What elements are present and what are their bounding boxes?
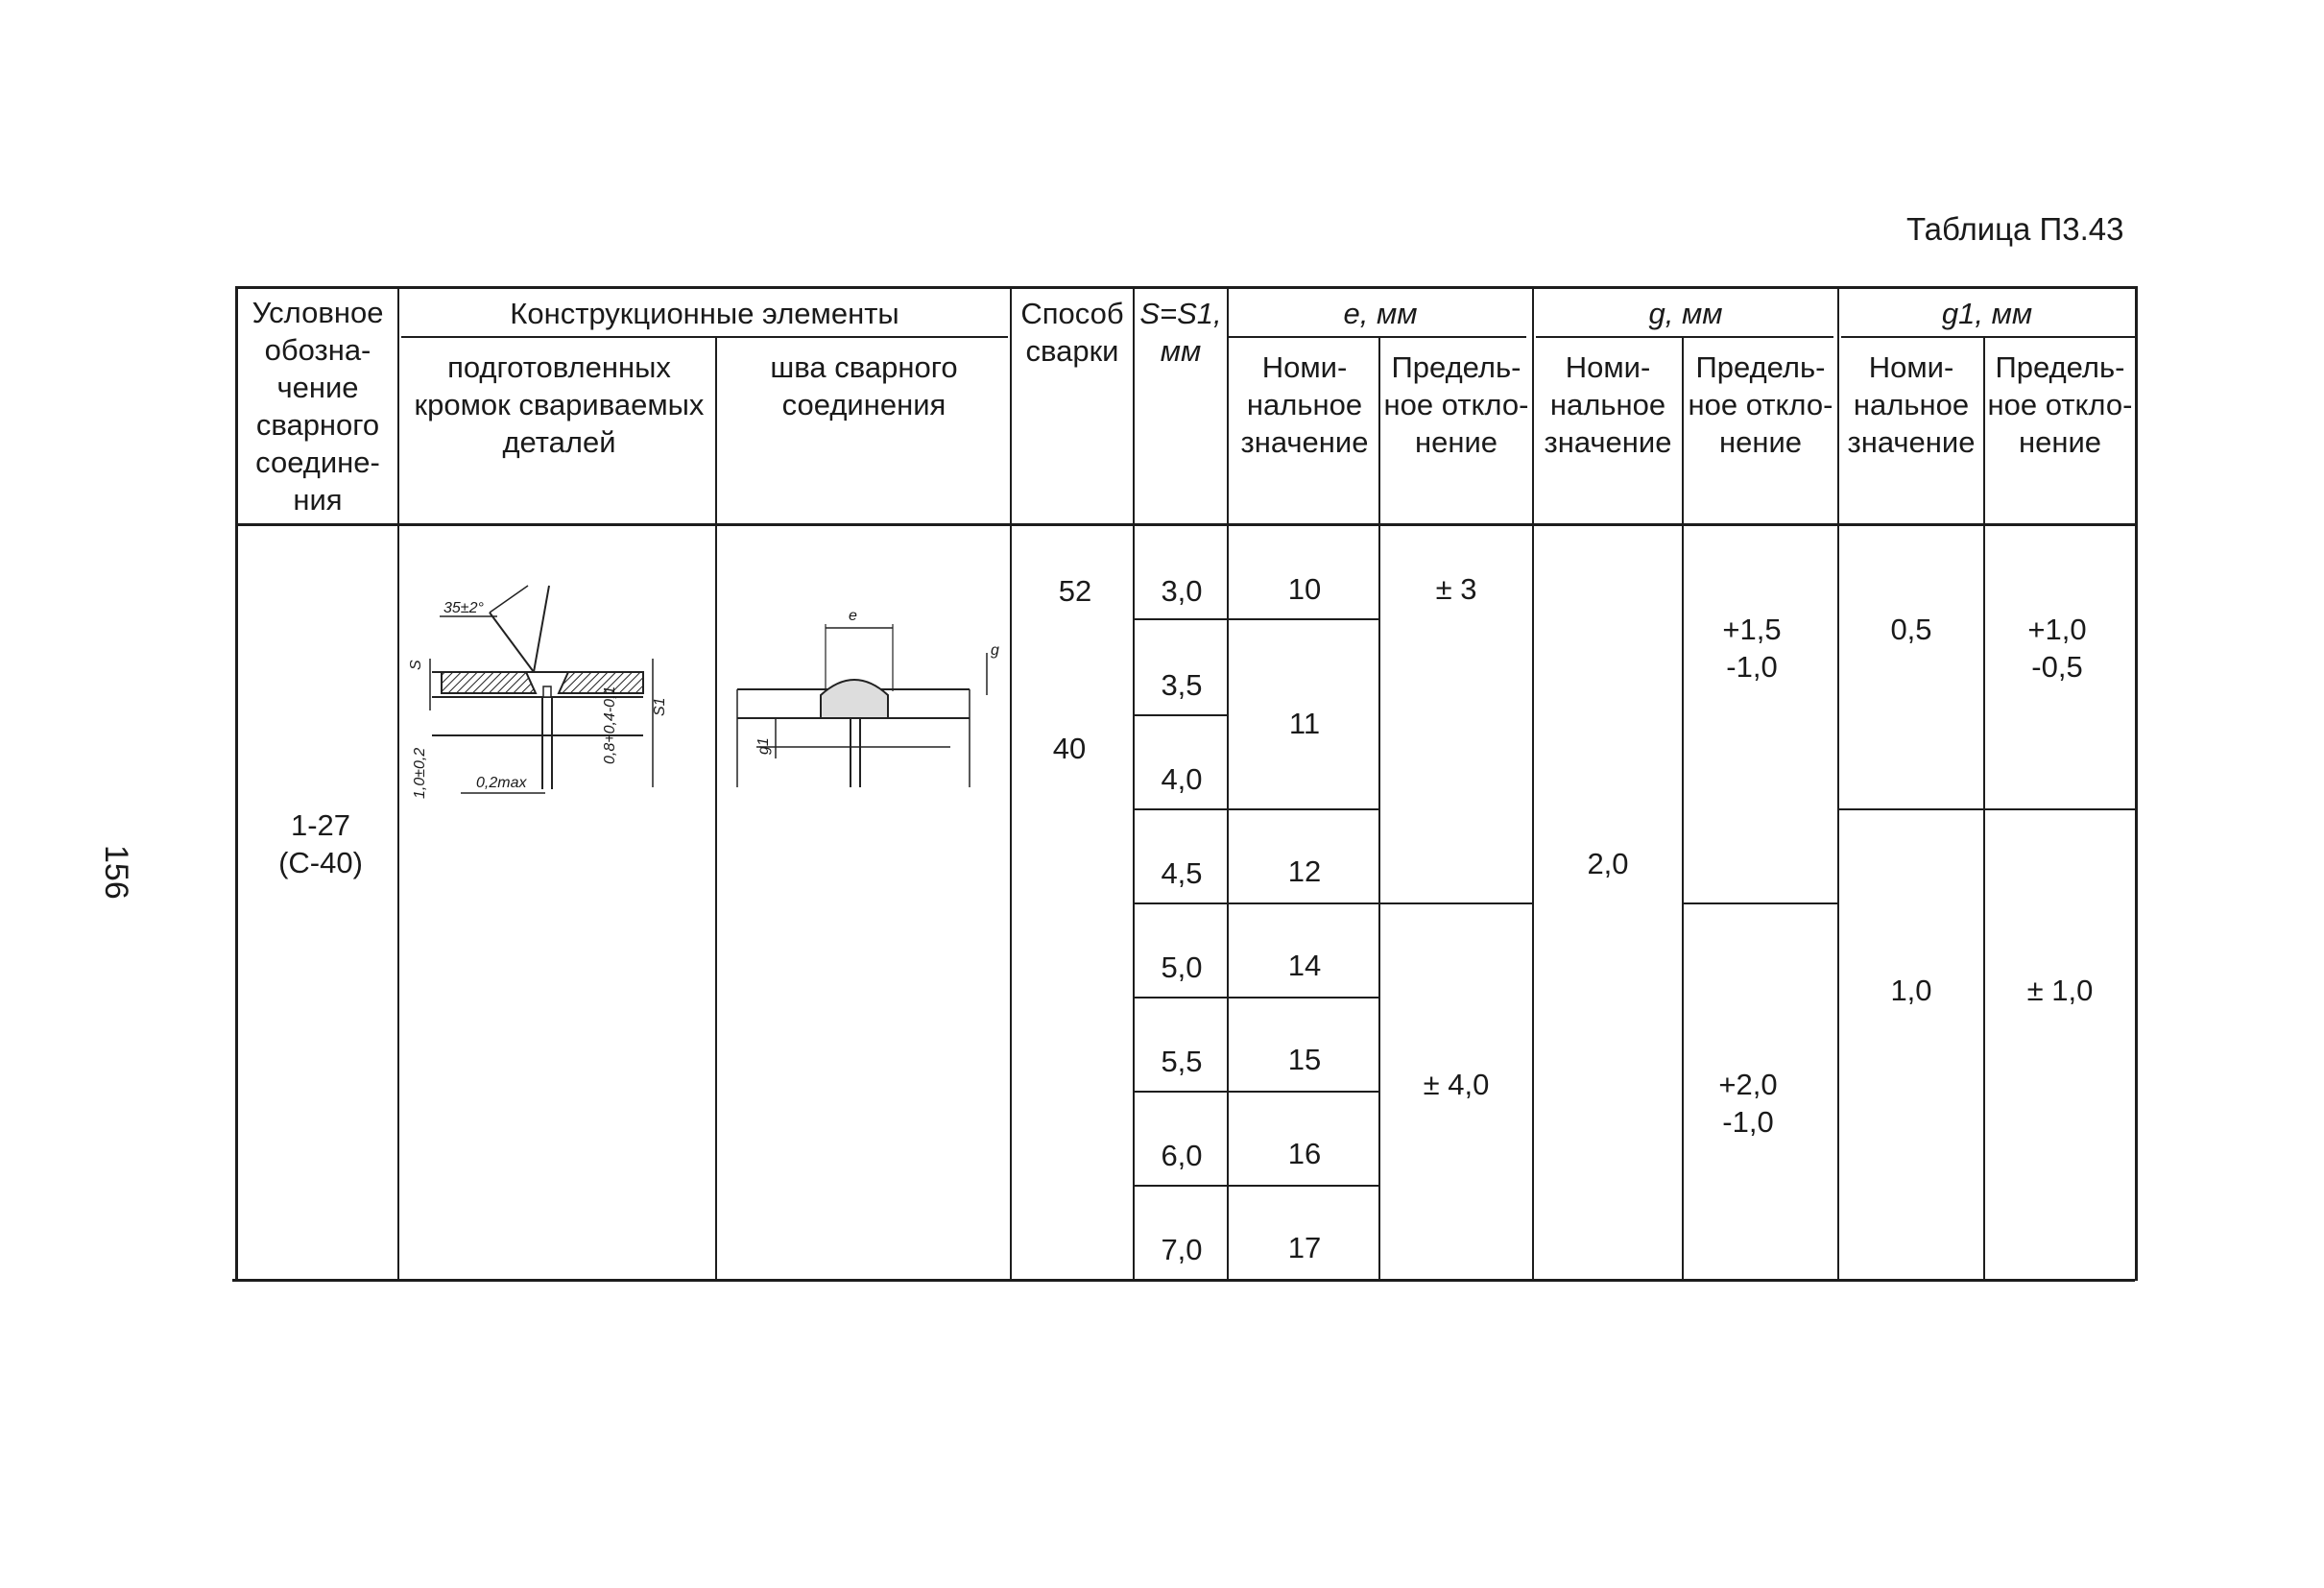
header-g-group: g, мм	[1648, 297, 1723, 330]
col-line-6	[1378, 338, 1380, 1281]
g1-nominal-value: 1,0	[1890, 974, 1932, 1007]
col-line-2	[715, 338, 717, 1281]
e-deviation-value: ± 3	[1435, 572, 1477, 606]
g1-deviation-value: ± 1,0	[2026, 974, 2094, 1007]
prepared-edges-drawing	[403, 566, 710, 816]
e-nominal-value: 10	[1287, 572, 1322, 606]
col-line-1	[397, 286, 399, 1281]
g-deviation-value: +2,0 -1,0	[1718, 1068, 1778, 1139]
g1-row-line	[1839, 808, 2135, 810]
gap-label: 1,0±0,2	[412, 747, 428, 799]
header-g1-nominal: Номи- нальное значение	[1847, 350, 1976, 459]
header-g-nominal: Номи- нальное значение	[1544, 350, 1672, 459]
root-label: 0,8+0,4-0,1	[602, 686, 618, 764]
s-row-line	[1135, 1185, 1227, 1187]
table-border-left	[235, 286, 238, 1281]
s1-label: S1	[652, 697, 668, 716]
s-row-line	[1135, 714, 1227, 716]
table-caption: Таблица П3.43	[1906, 211, 2124, 247]
header-e-deviation: Предель- ное откло- нение	[1383, 350, 1529, 459]
e-row-line	[1229, 1091, 1378, 1093]
g-dev-row-line	[1684, 902, 1837, 904]
header-g1-deviation: Предель- ное откло- нение	[1987, 350, 2133, 459]
thickness-value: 5,0	[1161, 950, 1203, 984]
header-designation: Условное обозна- чение сварного соедине- ния	[252, 296, 384, 517]
col-line-8	[1682, 338, 1684, 1281]
thickness-value: 3,0	[1161, 574, 1203, 608]
s-label: S	[408, 660, 424, 670]
e-nominal-value: 16	[1287, 1137, 1322, 1170]
thickness-value: 6,0	[1161, 1139, 1203, 1172]
col-line-3	[1010, 286, 1012, 1281]
thickness-value: 4,0	[1161, 762, 1203, 796]
weld-seam-drawing	[730, 595, 1008, 806]
row-designation: 1-27 (С-40)	[278, 808, 363, 879]
header-subline-construction	[401, 336, 1008, 338]
d-label: 0,2max	[476, 775, 527, 791]
g-label: g	[991, 642, 999, 659]
e-nominal-value: 17	[1287, 1231, 1322, 1264]
e-nominal-value: 12	[1287, 854, 1322, 888]
angle-label: 35±2°	[443, 600, 484, 616]
e-row-line	[1229, 997, 1378, 999]
e-nominal-value: 14	[1287, 949, 1322, 982]
g1-deviation-value: +1,0 -0,5	[2027, 613, 2087, 684]
table-border-bottom	[232, 1279, 2135, 1282]
s-row-line	[1135, 997, 1227, 999]
thickness-value: 4,5	[1161, 856, 1203, 890]
table-border-top	[236, 286, 2137, 289]
e-row-line	[1229, 902, 1378, 904]
e-row-line	[1229, 808, 1378, 810]
header-subline-g	[1536, 336, 1833, 338]
e-nominal-value: 15	[1287, 1043, 1322, 1076]
g-deviation-value: +1,5 -1,0	[1722, 613, 1782, 684]
thickness-value: 3,5	[1161, 668, 1203, 702]
s-row-line	[1135, 808, 1227, 810]
e-dev-row-line	[1380, 902, 1532, 904]
header-prepared-edges: подготовленных кромок свариваемых деталей	[414, 350, 705, 459]
g-nominal-value: 2,0	[1587, 847, 1629, 880]
header-subline-e	[1229, 336, 1526, 338]
header-construction-elements: Конструкционные элементы	[510, 297, 899, 330]
col-line-5	[1227, 286, 1229, 1281]
e-deviation-value: ± 4,0	[1423, 1068, 1490, 1101]
col-line-4	[1133, 286, 1135, 1281]
s-row-line	[1135, 902, 1227, 904]
thickness-value: 5,5	[1161, 1045, 1203, 1078]
method-value: 40	[1052, 732, 1087, 765]
header-separator	[235, 523, 2137, 526]
table-border-right	[2135, 286, 2138, 1281]
g1-label: g1	[755, 737, 772, 755]
e-row-line	[1229, 618, 1378, 620]
e-nominal-value: 11	[1288, 707, 1321, 740]
header-welding-method: Способ сварки	[1020, 297, 1124, 368]
header-e-group: e, мм	[1343, 297, 1418, 330]
g1-nominal-value: 0,5	[1890, 613, 1932, 646]
e-label: e	[849, 608, 857, 624]
thickness-value: 7,0	[1161, 1233, 1203, 1266]
e-row-line	[1229, 1185, 1378, 1187]
header-thickness: S=S1, мм	[1139, 297, 1222, 368]
header-e-nominal: Номи- нальное значение	[1240, 350, 1369, 459]
s-row-line	[1135, 618, 1227, 620]
method-value: 52	[1058, 574, 1092, 608]
header-g-deviation: Предель- ное откло- нение	[1688, 350, 1833, 459]
header-g1-group: g1, мм	[1941, 297, 2033, 330]
header-weld-seam: шва сварного соединения	[770, 350, 958, 421]
page-number: 156	[98, 845, 134, 900]
s-row-line	[1135, 1091, 1227, 1093]
header-subline-g1	[1841, 336, 2135, 338]
